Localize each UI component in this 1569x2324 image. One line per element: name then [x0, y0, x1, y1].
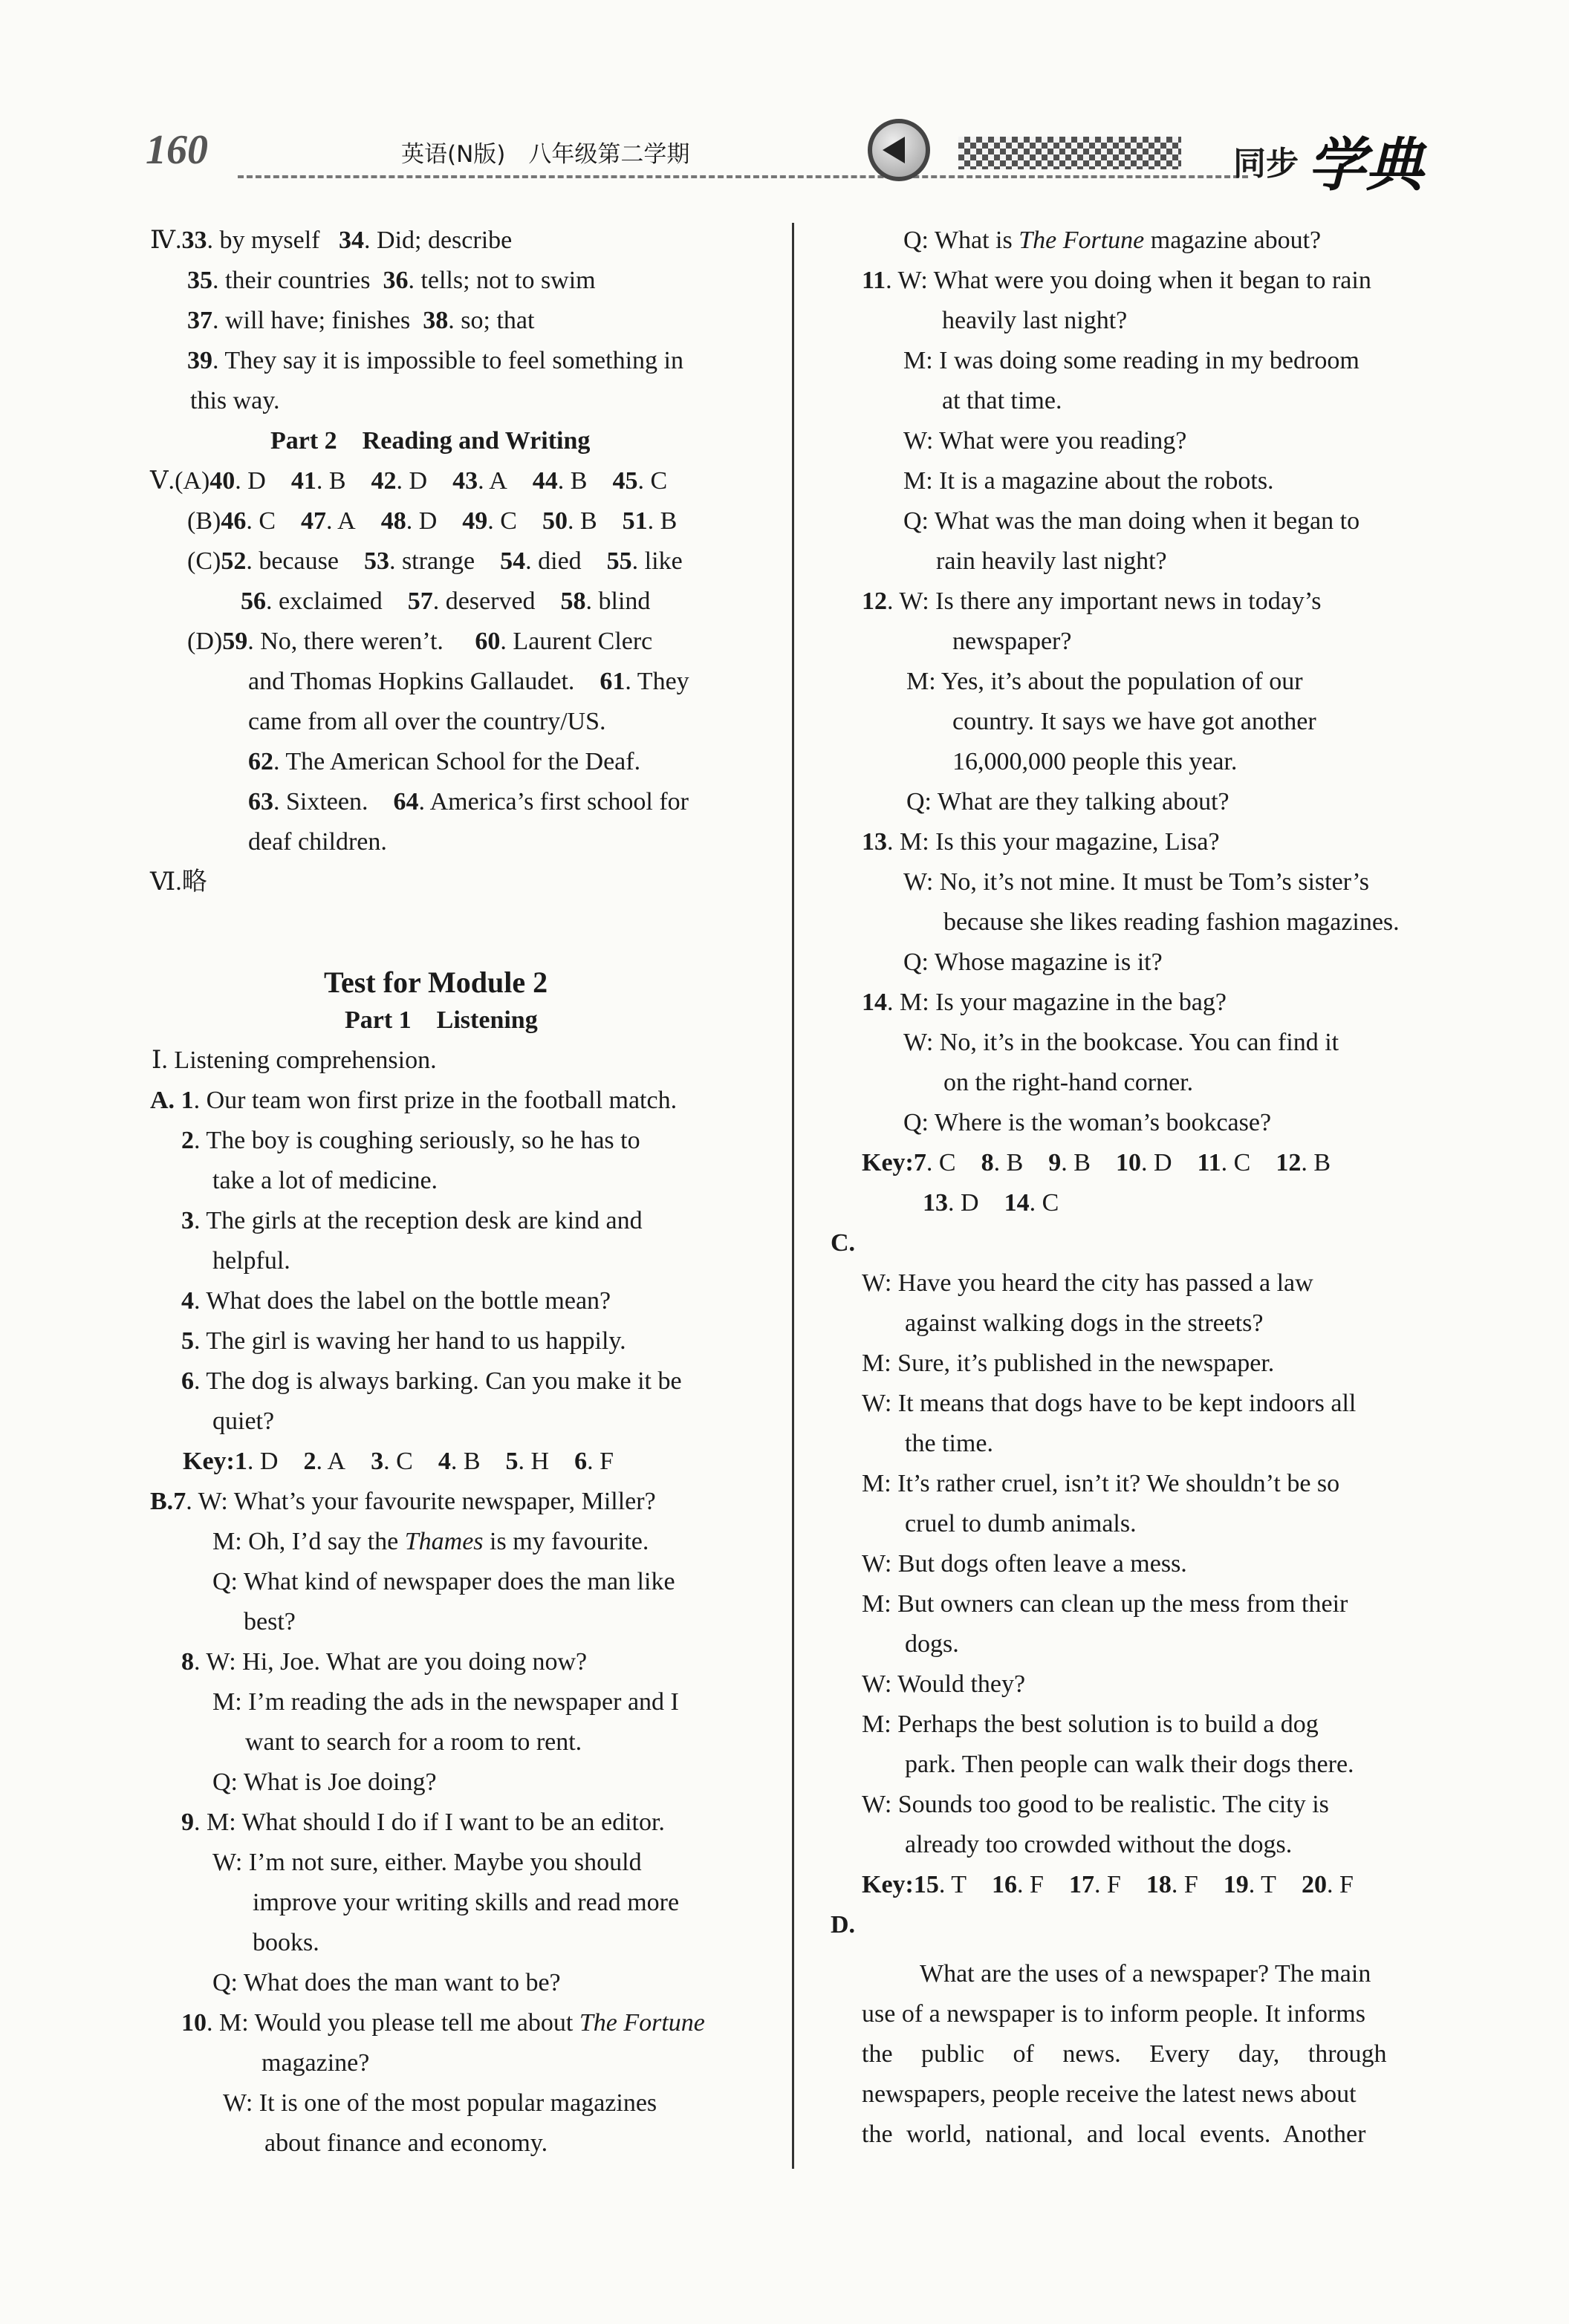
- paragraph-line: the public of news. Every day, through: [862, 2040, 1387, 2068]
- dialogue-line: 9. M: What should I do if I want to be an editor.: [181, 1809, 665, 1836]
- dialogue-line: W: No, it’s not mine. It must be Tom’s sister’s: [903, 868, 1369, 896]
- dialogue-line: Q: What is The Fortune magazine about?: [903, 227, 1322, 254]
- checker-decoration: [958, 137, 1181, 169]
- dialogue-line: W: Have you heard the city has passed a law: [862, 1269, 1313, 1297]
- answer-line: (C)52. because 53. strange 54. died 55. like: [187, 547, 683, 575]
- dialogue-line: 10. M: Would you please tell me about The Fortune: [181, 2009, 705, 2037]
- dialogue-line: W: It means that dogs have to be kept indoors all: [862, 1390, 1357, 1417]
- answer-line: (B)46. C 47. A 48. D 49. C 50. B 51. B: [187, 507, 678, 535]
- question-line: A. 1. Our team won first prize in the football match.: [150, 1087, 678, 1114]
- dialogue-line: country. It says we have got another: [952, 708, 1316, 735]
- paragraph-line: newspapers, people receive the latest news about: [862, 2080, 1357, 2108]
- dialogue-line: magazine?: [262, 2049, 370, 2077]
- dialogue-line: cruel to dumb animals.: [905, 1510, 1137, 1537]
- dialogue-line: because she likes reading fashion magazines.: [943, 908, 1400, 936]
- dialogue-line: W: Sounds too good to be realistic. The city is: [862, 1791, 1329, 1818]
- dialogue-line: on the right-hand corner.: [943, 1069, 1194, 1096]
- header-rule: [238, 175, 1248, 178]
- dialogue-line: rain heavily last night?: [936, 547, 1167, 575]
- dialogue-line: 8. W: Hi, Joe. What are you doing now?: [181, 1648, 588, 1676]
- dialogue-line: newspaper?: [952, 628, 1072, 655]
- dialogue-line: M: It is a magazine about the robots.: [903, 467, 1274, 495]
- question-line: helpful.: [212, 1247, 290, 1275]
- answer-line: Ⅴ.(A)40. D 41. B 42. D 43. A 44. B 45. C: [150, 467, 668, 495]
- test-title: Test for Module 2: [324, 966, 548, 999]
- question-line: 4. What does the label on the bottle mean?: [181, 1287, 611, 1315]
- dialogue-line: W: No, it’s in the bookcase. You can find it: [903, 1029, 1339, 1056]
- dialogue-line: W: It is one of the most popular magazines: [223, 2089, 657, 2117]
- answer-line: 39. They say it is impossible to feel something in: [187, 347, 683, 374]
- answer-line: 35. their countries 36. tells; not to swim: [187, 267, 596, 294]
- dialogue-line: M: Yes, it’s about the population of our: [906, 668, 1303, 695]
- dialogue-line: M: It’s rather cruel, isn’t it? We shouldn’t be so: [862, 1470, 1340, 1497]
- paragraph-line: use of a newspaper is to inform people. It informs: [862, 2000, 1365, 2028]
- dialogue-line: heavily last night?: [942, 307, 1128, 334]
- answer-line: 56. exclaimed 57. deserved 58. blind: [241, 587, 651, 615]
- dialogue-line: Q: What kind of newspaper does the man like: [212, 1568, 675, 1595]
- answer-line: 62. The American School for the Deaf.: [248, 748, 641, 775]
- dialogue-line: already too crowded without the dogs.: [905, 1831, 1293, 1858]
- section-label: C.: [831, 1229, 856, 1257]
- dialogue-line: 11. W: What were you doing when it began to rain: [862, 267, 1371, 294]
- dialogue-line: the time.: [905, 1430, 993, 1457]
- paragraph-line: the world, national, and local events. Another: [862, 2120, 1366, 2148]
- dialogue-line: Q: What was the man doing when it began to: [903, 507, 1360, 535]
- book-title: 英语(N版) 八年级第二学期: [401, 141, 690, 168]
- dialogue-line: Q: Where is the woman’s bookcase?: [903, 1109, 1272, 1136]
- answer-line: Ⅳ.33. by myself 34. Did; describe: [150, 227, 513, 254]
- dialogue-line: M: Perhaps the best solution is to build a dog: [862, 1711, 1319, 1738]
- dialogue-line: 14. M: Is your magazine in the bag?: [862, 989, 1227, 1016]
- section-heading: Part 2 Reading and Writing: [270, 427, 591, 455]
- answer-line: 63. Sixteen. 64. America’s first school for: [248, 788, 689, 816]
- page-number: 160: [146, 127, 208, 173]
- question-line: 6. The dog is always barking. Can you make it be: [181, 1367, 682, 1395]
- brand-logo: 学典: [1308, 132, 1424, 199]
- dialogue-line: want to search for a room to rent.: [245, 1728, 582, 1756]
- dialogue-line: B.7. W: What’s your favourite newspaper, Miller?: [150, 1488, 656, 1515]
- question-line: take a lot of medicine.: [212, 1167, 438, 1194]
- dialogue-line: against walking dogs in the streets?: [905, 1309, 1264, 1337]
- dialogue-line: W: Would they?: [862, 1670, 1026, 1698]
- answer-line: and Thomas Hopkins Gallaudet. 61. They: [248, 668, 689, 695]
- dialogue-line: best?: [244, 1608, 296, 1635]
- dialogue-line: W: But dogs often leave a mess.: [862, 1550, 1187, 1578]
- answer-line: 37. will have; finishes 38. so; that: [187, 307, 535, 334]
- dialogue-line: Q: What is Joe doing?: [212, 1768, 437, 1796]
- section-label: D.: [831, 1911, 856, 1939]
- brand-small: 同步: [1233, 145, 1299, 183]
- dialogue-line: 12. W: Is there any important news in today’s: [862, 587, 1322, 615]
- answer-line: this way.: [190, 387, 280, 414]
- dialogue-line: at that time.: [942, 387, 1062, 414]
- question-line: Ⅰ. Listening comprehension.: [152, 1047, 437, 1074]
- dialogue-line: dogs.: [905, 1630, 959, 1658]
- dialogue-line: Q: Whose magazine is it?: [903, 948, 1163, 976]
- dialogue-line: 13. M: Is this your magazine, Lisa?: [862, 828, 1220, 856]
- column-divider: [792, 223, 794, 2169]
- answer-line: Ⅵ.略: [150, 868, 207, 896]
- dialogue-line: M: But owners can clean up the mess from their: [862, 1590, 1348, 1618]
- section-heading: Part 1 Listening: [345, 1006, 538, 1034]
- dialogue-line: W: What were you reading?: [903, 427, 1187, 455]
- dialogue-line: W: I’m not sure, either. Maybe you should: [212, 1849, 642, 1876]
- dialogue-line: park. Then people can walk their dogs there.: [905, 1751, 1354, 1778]
- question-line: 5. The girl is waving her hand to us happily.: [181, 1327, 626, 1355]
- question-line: 3. The girls at the reception desk are kind and: [181, 1207, 643, 1234]
- answer-line: deaf children.: [248, 828, 387, 856]
- dialogue-line: Q: What does the man want to be?: [212, 1969, 561, 1996]
- dialogue-line: M: I’m reading the ads in the newspaper and I: [212, 1688, 679, 1716]
- dialogue-line: improve your writing skills and read more: [253, 1889, 680, 1916]
- answer-line: came from all over the country/US.: [248, 708, 606, 735]
- key-line: 13. D 14. C: [923, 1189, 1059, 1217]
- dialogue-line: Q: What are they talking about?: [906, 788, 1229, 816]
- key-line: Key:1. D 2. A 3. C 4. B 5. H 6. F: [183, 1448, 614, 1475]
- paragraph-line: What are the uses of a newspaper? The main: [920, 1960, 1371, 1988]
- dialogue-line: books.: [253, 1929, 319, 1956]
- question-line: quiet?: [212, 1407, 275, 1435]
- key-line: Key:15. T 16. F 17. F 18. F 19. T 20. F: [862, 1871, 1354, 1898]
- dialogue-line: about finance and economy.: [264, 2129, 548, 2157]
- question-line: 2. The boy is coughing seriously, so he has to: [181, 1127, 640, 1154]
- dialogue-line: M: Oh, I’d say the Thames is my favourite.: [212, 1528, 649, 1555]
- left-triangle-icon: [883, 137, 905, 163]
- answer-line: (D)59. No, there weren’t. 60. Laurent Clerc: [187, 628, 653, 655]
- dialogue-line: 16,000,000 people this year.: [952, 748, 1238, 775]
- key-line: Key:7. C 8. B 9. B 10. D 11. C 12. B: [862, 1149, 1331, 1176]
- dialogue-line: M: I was doing some reading in my bedroom: [903, 347, 1360, 374]
- dialogue-line: M: Sure, it’s published in the newspaper.: [862, 1350, 1275, 1377]
